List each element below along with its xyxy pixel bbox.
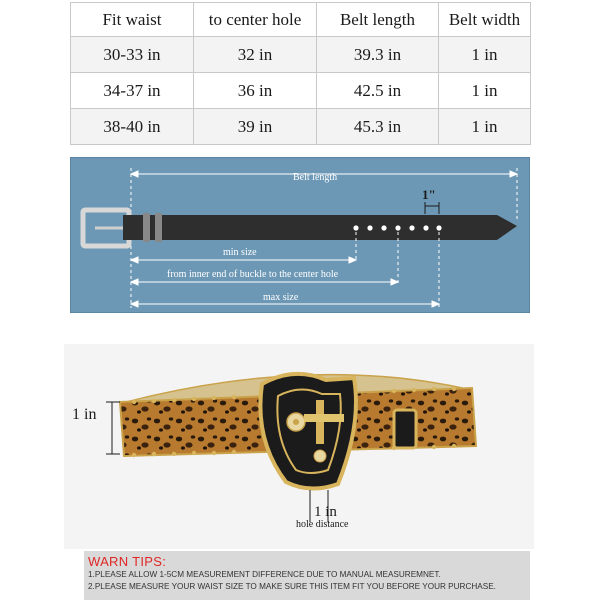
cell-fit-waist: 38-40 in	[71, 109, 194, 145]
cell-belt-length: 45.3 in	[317, 109, 439, 145]
belt-strap-graphic	[123, 213, 517, 242]
belt-width-label: 1"	[422, 187, 436, 202]
hole-distance-value: 1 in	[314, 504, 337, 520]
cell-fit-waist: 34-37 in	[71, 73, 194, 109]
width-marker	[425, 202, 439, 214]
photo-width-label: 1 in	[72, 406, 97, 423]
belt-keeper-icon	[394, 410, 416, 448]
photo-width-marker	[106, 402, 120, 454]
belt-product-photo	[64, 344, 534, 549]
size-chart-table	[70, 2, 531, 145]
cell-belt-width: 1 in	[439, 73, 531, 109]
cell-center-hole: 32 in	[194, 37, 317, 73]
header-belt-width: Belt width	[439, 3, 531, 37]
header-fit-waist: Fit waist	[71, 3, 194, 37]
cell-center-hole: 39 in	[194, 109, 317, 145]
table-header-row	[71, 3, 531, 37]
belt-measurement-diagram	[70, 157, 530, 313]
cell-belt-length: 42.5 in	[317, 73, 439, 109]
max-size-label: max size	[263, 292, 299, 303]
center-hole-label: from inner end of buckle to the center hole	[167, 269, 339, 280]
warn-tip-2: 2.PLEASE MEASURE YOUR WAIST SIZE TO MAKE SURE THIS ITEM FIT YOU BEFORE YOUR PURCHASE.	[88, 582, 496, 591]
table-row	[71, 73, 531, 109]
table-row	[71, 37, 531, 73]
min-size-label: min size	[223, 247, 257, 258]
hole-guide-lines	[356, 232, 439, 310]
cell-belt-width: 1 in	[439, 37, 531, 73]
cell-belt-length: 39.3 in	[317, 37, 439, 73]
hole-distance-caption: hole distance	[296, 519, 349, 530]
warn-tips-box	[84, 551, 530, 600]
western-buckle-icon	[260, 374, 356, 489]
header-belt-length: Belt length	[317, 3, 439, 37]
warn-tip-1: 1.PLEASE ALLOW 1-5CM MEASUREMENT DIFFERENCE DUE TO MANUAL MEASUREMNET.	[88, 570, 441, 579]
header-center-hole: to center hole	[194, 3, 317, 37]
cell-belt-width: 1 in	[439, 109, 531, 145]
belt-length-label: Belt length	[293, 172, 338, 183]
table-row	[71, 109, 531, 145]
cell-fit-waist: 30-33 in	[71, 37, 194, 73]
cell-center-hole: 36 in	[194, 73, 317, 109]
warn-tips-title: WARN TIPS:	[88, 554, 167, 569]
